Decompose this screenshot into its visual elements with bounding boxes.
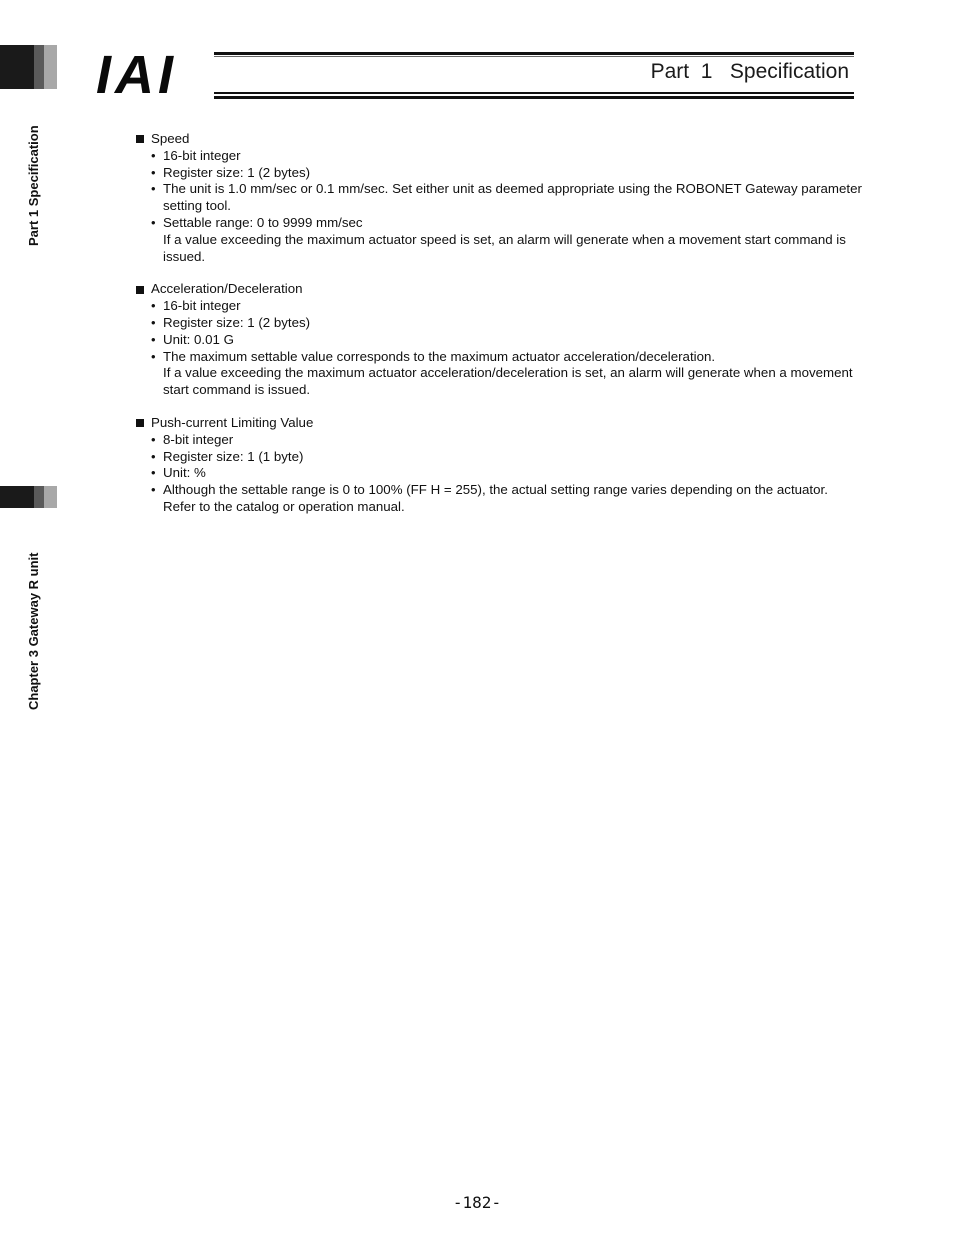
list-item — [151, 215, 876, 265]
header-rule-bottom-thin — [214, 92, 854, 94]
list-item — [151, 148, 876, 165]
side-label-chapter: Chapter 3 Gateway R unit — [26, 552, 41, 710]
item-text: • Register size: 1 (2 bytes) — [163, 164, 311, 180]
header-rule-top-thin — [214, 56, 854, 57]
item-text: • Register size: 1 (1 byte) — [163, 448, 304, 464]
part-title: Part 1 Specification — [650, 60, 849, 83]
item-text: • The unit is 1.0 mm/sec or 0.1 mm/sec. Set either unit as deemed appropriate using the ROBONET Gateway parameter setting tool. — [163, 181, 862, 214]
section-heading-text: Push-current Limiting Value — [151, 414, 314, 430]
header-rule-top — [214, 52, 854, 55]
list-item — [151, 482, 876, 516]
item-text: • Although the settable range is 0 to 100% (FF H = 255), the actual setting range varies depending on the actuator. — [163, 482, 828, 498]
section-push-current — [136, 415, 876, 516]
section-heading-text: Speed — [151, 131, 190, 146]
list-item — [151, 432, 876, 449]
list-item — [151, 298, 876, 315]
square-bullet-icon — [136, 286, 144, 294]
side-tab-chapter — [0, 486, 57, 508]
list-item — [151, 332, 876, 349]
item-note: Refer to the catalog or operation manual. — [163, 498, 405, 514]
item-text: • The maximum settable value corresponds to the maximum actuator acceleration/deceleration. — [163, 348, 716, 364]
list-item — [151, 349, 876, 399]
section-speed — [136, 131, 876, 265]
list-item — [151, 165, 876, 182]
list-item — [151, 449, 876, 466]
square-bullet-icon — [136, 419, 144, 427]
list-item — [151, 181, 876, 215]
item-text: • Register size: 1 (2 bytes) — [163, 314, 311, 330]
square-bullet-icon — [136, 135, 144, 143]
side-tab-part — [0, 45, 57, 89]
item-text: • Unit: % — [163, 465, 206, 481]
item-text: • 8-bit integer — [163, 431, 234, 447]
section-heading — [136, 415, 876, 432]
side-label-part: Part 1 Specification — [26, 125, 41, 246]
section-acceleration — [136, 281, 876, 399]
list-item — [151, 315, 876, 332]
iai-logo: IAI — [96, 45, 178, 105]
item-text: • Unit: 0.01 G — [163, 331, 234, 347]
document-body — [136, 131, 876, 532]
section-heading-text: Acceleration/Deceleration — [151, 281, 303, 297]
list-item — [151, 465, 876, 482]
item-text: • 16-bit integer — [163, 147, 241, 163]
item-note: If a value exceeding the maximum actuator speed is set, an alarm will generate when a movement start command is issued. — [163, 231, 846, 264]
header-rule-bottom — [214, 96, 854, 99]
item-text: • Settable range: 0 to 9999 mm/sec — [163, 214, 363, 230]
page-number: -182- — [452, 1193, 502, 1212]
item-note: If a value exceeding the maximum actuator acceleration/deceleration is set, an alarm will generate when a movement start command is issued. — [163, 365, 853, 398]
section-heading — [136, 131, 876, 148]
item-text: • 16-bit integer — [163, 298, 241, 314]
section-heading — [136, 281, 876, 298]
